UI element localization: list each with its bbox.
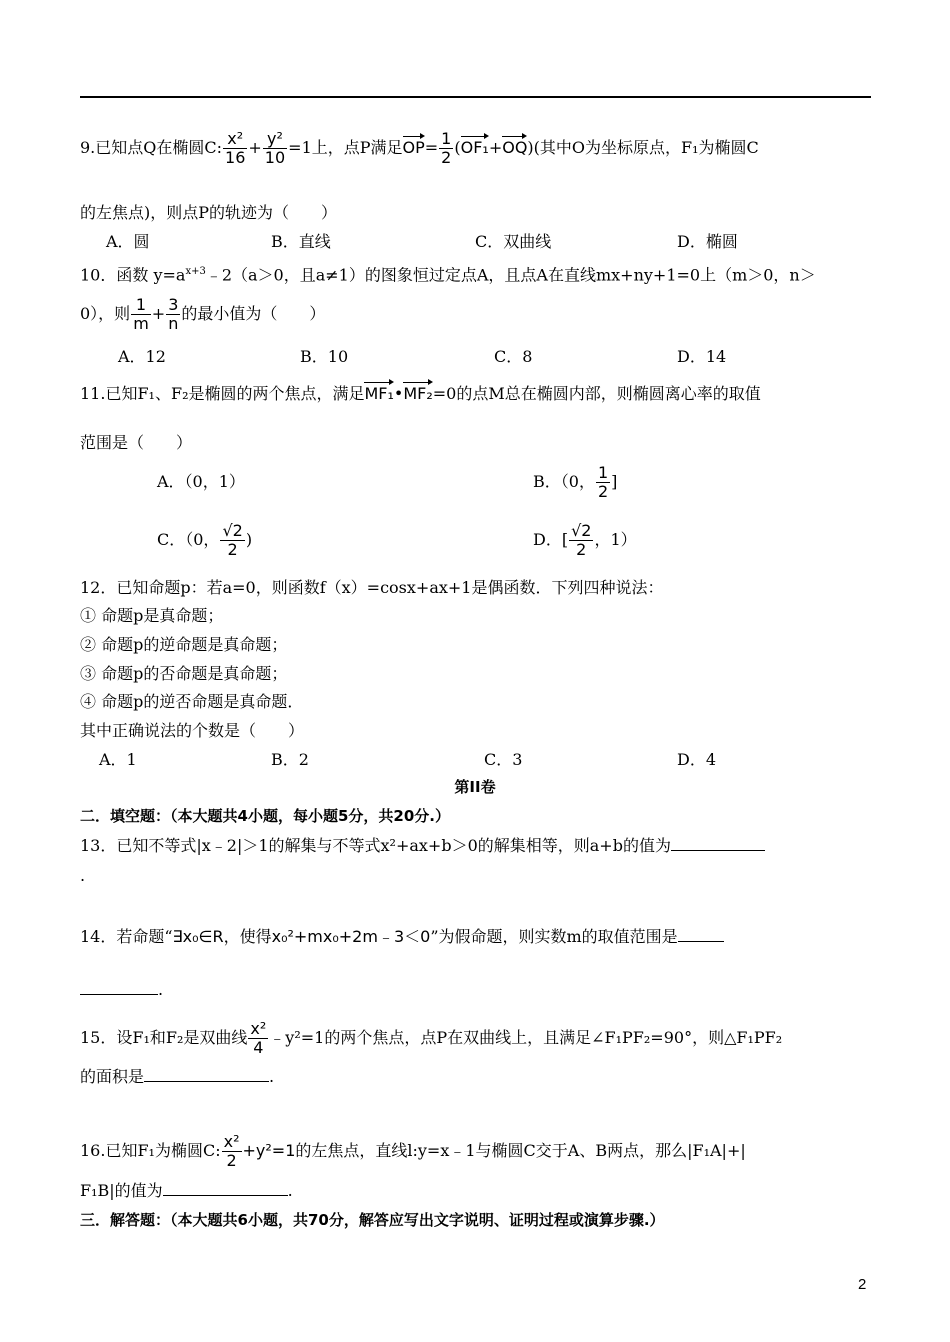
- header-rule: [80, 96, 871, 98]
- fraction: $\frac{1}{m}$: [133, 295, 149, 333]
- fraction: $\frac{1}{2}$: [441, 129, 452, 167]
- fraction: $\frac{\text{x²}}{2}$: [223, 1132, 240, 1170]
- q10-option-a: A．12: [118, 347, 166, 366]
- question-14-line-2: .: [80, 980, 163, 1000]
- question-9-line-1: 9.已知点Q在椭圆C: $\frac{\text{x²}}{16}$ + $\frac{\text{y²}}{10}$ =1上，点P满足OP= $\frac{1}{2}$ (OF₁+OQ)(其中O为坐标原点，F₁为椭圆C: [80, 129, 759, 167]
- vector-op: OP: [403, 134, 425, 158]
- q12-item-1: ① 命题p是真命题；: [80, 606, 224, 625]
- question-12-last: 其中正确说法的个数是（ ）: [80, 721, 305, 740]
- fraction: $\frac{3}{n}$: [168, 295, 179, 333]
- q9-text: 9.已知点Q在椭圆C:: [80, 138, 223, 157]
- section-2-header: 二．填空题：（本大题共4小题，每小题5分，共20分.）: [80, 807, 450, 825]
- page-number: 2: [858, 1276, 867, 1293]
- fraction: $\frac{√2}{2}$: [222, 521, 243, 559]
- answer-blank: [163, 1181, 288, 1196]
- q9-option-c: C．双曲线: [475, 232, 552, 251]
- q12-item-3: ③ 命题p的否命题是真命题；: [80, 664, 288, 683]
- answer-blank: [678, 927, 724, 942]
- answer-blank: [671, 836, 765, 851]
- answer-blank: [80, 980, 158, 995]
- fraction: $\frac{\text{y²}}{10}$: [264, 129, 286, 167]
- q10-option-d: D．14: [677, 347, 727, 366]
- q12-option-d: D．4: [677, 750, 717, 769]
- question-14-line-1: 14．若命题“∃x₀∈R，使得x₀²+mx₀+2m﹣3＜0”为假命题，则实数m的取值范围是: [80, 927, 724, 947]
- question-13-line-1: 13．已知不等式|x﹣2|＞1的解集与不等式x²+ax+b＞0的解集相等，则a+b的值为: [80, 836, 765, 856]
- question-16-line-1: 16.已知F₁为椭圆C: $\frac{\text{x²}}{2}$ +y²=1的左焦点，直线l:y=x﹣1与椭圆C交于A、B两点，那么|F₁A|+|: [80, 1132, 746, 1170]
- question-11-line-1: 11.已知F₁、F₂是椭圆的两个焦点，满足MF₁•MF₂=0的点M总在椭圆内部，则椭圆离心率的取值: [80, 380, 761, 404]
- section-3-header: 三．解答题：（本大题共6小题，共70分，解答应写出文字说明、证明过程或演算步骤.）: [80, 1211, 665, 1229]
- q9-option-d: D．椭圆: [677, 232, 738, 251]
- vector-oq: OQ: [502, 134, 527, 158]
- section-2-title: 第II卷: [454, 778, 496, 796]
- question-10-line-1: 10．函数 $y=a^{x+3}﹣2(a>0$，且a≠1）的图象恒过定点A，且点A在直线mx+ny+1=0上（m＞0，n＞: [80, 265, 816, 285]
- fraction: $\frac{1}{2}$: [597, 463, 609, 501]
- fraction: $\frac{\text{x²}}{16}$: [225, 129, 246, 167]
- question-12-line-1: 12．已知命题p：若a=0，则函数f（x）=cosx+ax+1是偶函数．下列四种说法：: [80, 578, 664, 597]
- q12-option-b: B．2: [271, 750, 309, 769]
- q11-option-d: D．[ $\frac{√2}{2}$ ，1）: [533, 521, 637, 559]
- question-10-line-2: 0），则 $\frac{1}{m}$ + $\frac{3}{n}$ 的最小值为（ ）: [80, 295, 326, 333]
- vector-mf2: MF₂: [403, 380, 432, 404]
- q14-math: ∃x₀∈R，使得x₀²+mx₀+2m﹣3＜0: [172, 927, 431, 946]
- q9-option-b: B．直线: [271, 232, 331, 251]
- q10-option-b: B．10: [300, 347, 349, 366]
- q12-item-2: ② 命题p的逆命题是真命题；: [80, 635, 288, 654]
- question-15-line-2: 的面积是 .: [80, 1067, 275, 1086]
- question-15-line-1: 15．设F₁和F₂是双曲线 $\frac{\text{x²}}{4}$ ﹣y²=1的两个焦点，点P在双曲线上，且满足∠F₁PF₂=90°，则△F₁PF₂: [80, 1019, 783, 1057]
- q12-item-4: ④ 命题p的逆否命题是真命题．: [80, 692, 304, 711]
- fraction: $\frac{\text{x²}}{4}$: [250, 1019, 267, 1057]
- q11-option-b: B．（0， $\frac{1}{2}$ ]: [533, 463, 618, 501]
- question-11-line-2: 范围是（ ）: [80, 433, 193, 452]
- q11-option-c: C．（0， $\frac{√2}{2}$ ): [157, 521, 253, 559]
- vector-of1: OF₁: [461, 134, 489, 158]
- q12-option-a: A．1: [99, 750, 137, 769]
- q10-option-c: C．8: [494, 347, 533, 366]
- question-16-line-2: F₁B|的值为 .: [80, 1181, 293, 1200]
- fraction: $\frac{√2}{2}$: [571, 521, 592, 559]
- vector-mf1: MF₁: [364, 380, 393, 404]
- q11-option-a: A．（0，1）: [157, 472, 245, 491]
- answer-blank: [144, 1067, 269, 1082]
- q12-option-c: C．3: [484, 750, 523, 769]
- q9-option-a: A．圆: [106, 232, 150, 251]
- question-13-line-2: .: [80, 866, 86, 885]
- question-9-line-2: 的左焦点)，则点P的轨迹为（ ）: [80, 203, 338, 222]
